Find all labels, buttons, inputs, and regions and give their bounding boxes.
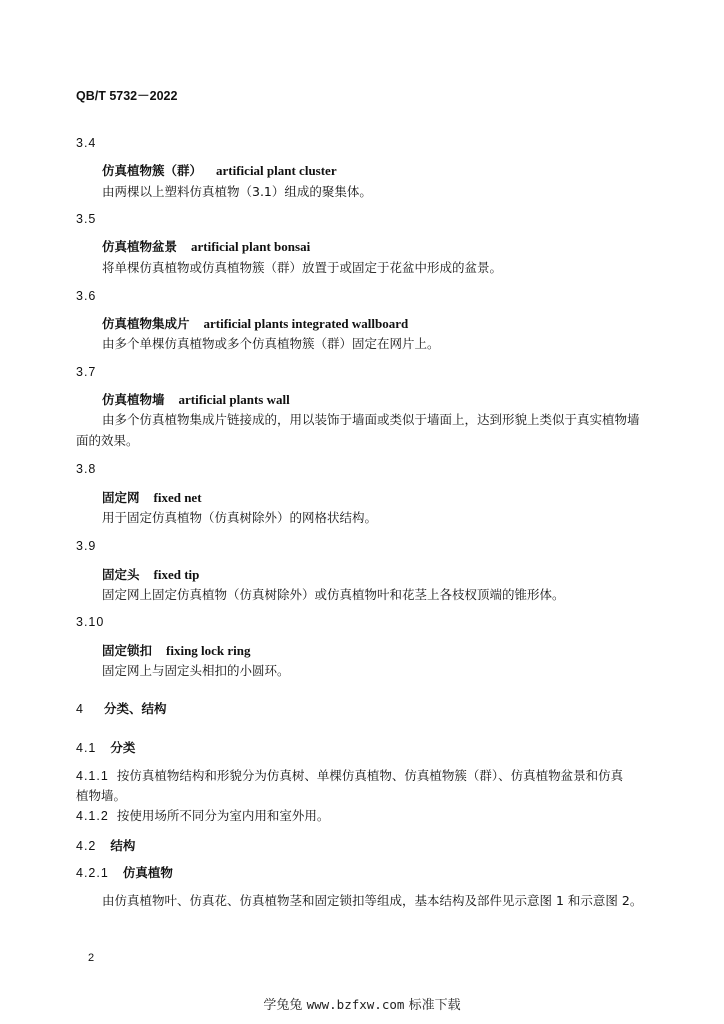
section-title: 分类: [110, 740, 136, 755]
term-definition-continued: 面的效果。: [76, 433, 139, 448]
clause-paragraph: [76, 806, 329, 824]
term-zh: 仿真植物墙: [102, 392, 165, 407]
term-en: artificial plants wall: [178, 392, 290, 407]
term-en: artificial plant cluster: [216, 163, 337, 178]
term-title: [102, 641, 251, 659]
term-number: 3.10: [76, 615, 105, 629]
standard-code-header: QB/T 5732－2022: [76, 89, 178, 103]
term-number: 3.9: [76, 539, 97, 553]
footer-site-name: 学兔兔: [263, 998, 303, 1013]
term-number: 3.8: [76, 462, 97, 476]
section-heading: [76, 836, 135, 854]
section-number: 4.1: [76, 741, 97, 755]
term-zh: 固定网: [102, 490, 140, 505]
clause-number: 4.1.1: [76, 769, 109, 783]
term-definition: 由两棵以上塑料仿真植物（3.1）组成的聚集体。: [102, 184, 372, 199]
term-title: [102, 488, 202, 506]
section-heading: [76, 699, 166, 717]
term-title: [102, 237, 310, 255]
clause-paragraph: [76, 766, 623, 784]
download-footer: [0, 994, 724, 1013]
term-title: [102, 565, 199, 583]
term-en: artificial plant bonsai: [191, 239, 311, 254]
term-en: fixed tip: [153, 567, 200, 582]
section-number: 4: [76, 702, 84, 716]
clause-text: 按使用场所不同分为室内用和室外用。: [116, 808, 330, 823]
clause-text-continued: 植物墙。: [76, 788, 127, 803]
section-heading: [76, 738, 135, 756]
term-definition: 用于固定仿真植物（仿真树除外）的网格状结构。: [102, 510, 378, 525]
section-number: 4.2.1: [76, 866, 109, 880]
term-number: 3.5: [76, 212, 97, 226]
term-title: [102, 314, 408, 332]
term-en: fixing lock ring: [166, 643, 251, 658]
section-title: 仿真植物: [122, 865, 173, 880]
page-number: 2: [88, 952, 95, 964]
section-number: 4.2: [76, 839, 97, 853]
section-title: 结构: [110, 838, 136, 853]
section-title: 分类、结构: [103, 701, 167, 716]
term-number: 3.7: [76, 365, 97, 379]
section-heading: [76, 863, 173, 881]
term-definition: 由多个单棵仿真植物或多个仿真植物簇（群）固定在网片上。: [102, 336, 440, 351]
clause-text: 按仿真植物结构和形貌分为仿真树、单棵仿真植物、仿真植物簇（群）、仿真植物盆景和仿真: [116, 768, 624, 783]
term-en: artificial plants integrated wallboard: [203, 316, 409, 331]
clause-number: 4.1.2: [76, 809, 109, 823]
clause-text: 由仿真植物叶、仿真花、仿真植物茎和固定锁扣等组成，基本结构及部件见示意图 1 和示意图 2。: [102, 893, 643, 908]
term-number: 3.4: [76, 136, 97, 150]
term-title: [102, 161, 337, 179]
term-definition: 固定网上与固定头相扣的小圆环。: [102, 663, 290, 678]
footer-tail: 标准下载: [408, 998, 461, 1013]
term-zh: 仿真植物集成片: [102, 316, 190, 331]
term-definition: 将单棵仿真植物或仿真植物簇（群）放置于或固定于花盆中形成的盆景。: [102, 260, 503, 275]
term-zh: 固定头: [102, 567, 140, 582]
term-zh: 固定锁扣: [102, 643, 153, 658]
term-definition: 固定网上固定仿真植物（仿真树除外）或仿真植物叶和花茎上各枝杈顶端的锥形体。: [102, 587, 565, 602]
term-definition: 由多个仿真植物集成片链接成的，用以装饰于墙面或类似于墙面上，达到形貌上类似于真实植物墙: [102, 412, 640, 427]
term-en: fixed net: [153, 490, 202, 505]
term-zh: 仿真植物簇（群）: [102, 163, 203, 178]
term-number: 3.6: [76, 289, 97, 303]
term-zh: 仿真植物盆景: [102, 239, 178, 254]
footer-url[interactable]: www.bzfxw.com: [306, 997, 405, 1012]
term-title: [102, 390, 290, 408]
